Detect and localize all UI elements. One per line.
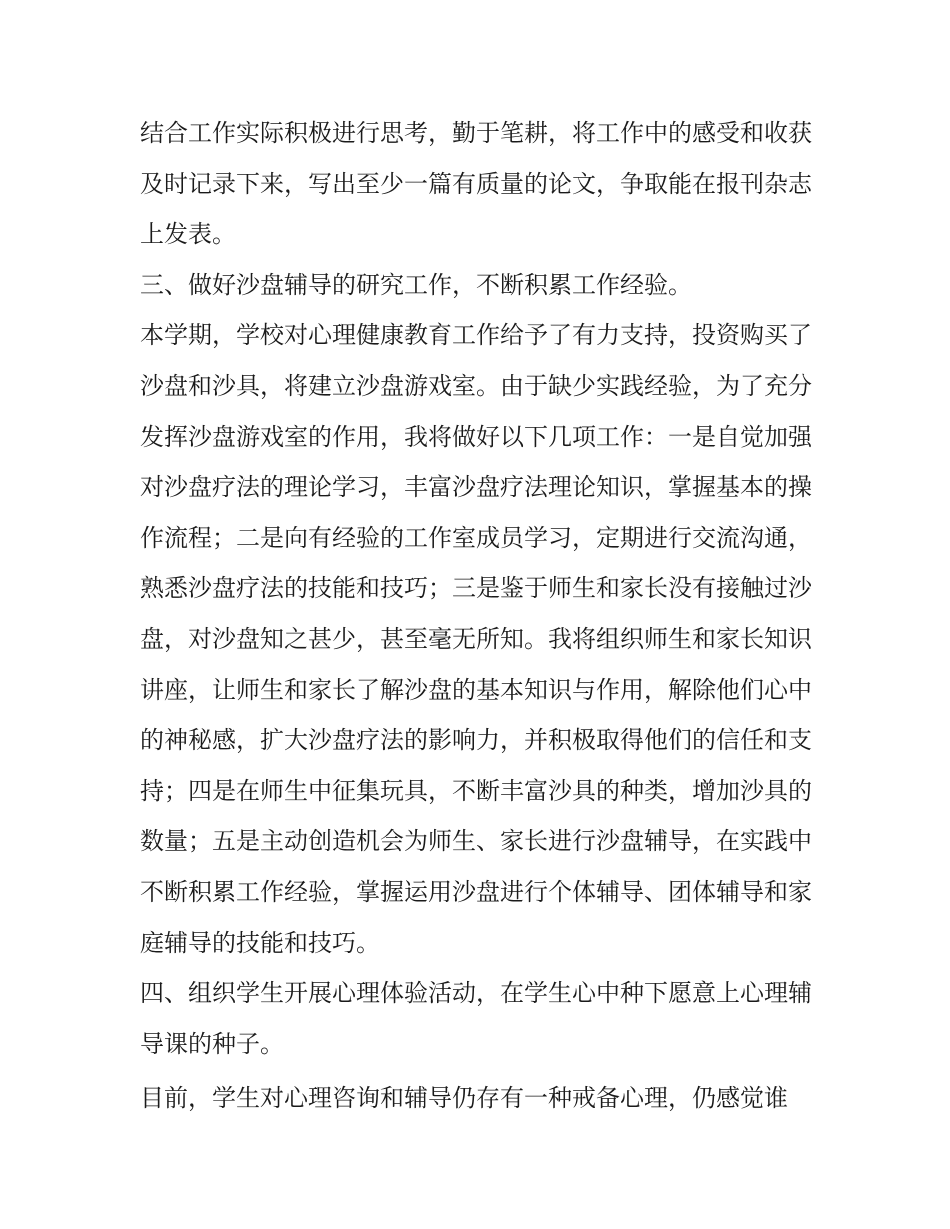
section-heading-3: 三、做好沙盘辅导的研究工作，不断积累工作经验。 — [140, 270, 692, 299]
paragraph-1: 结合工作实际积极进行思考，勤于笔耕，将工作中的感受和收获及时记录下来，写出至少一篇有质量的论文，争取能在报刊杂志上发表。 — [140, 119, 812, 249]
section-heading-4: 四、组织学生开展心理体验活动，在学生心中种下愿意上心理辅导课的种子。 — [140, 979, 812, 1058]
paragraph-3: 本学期，学校对心理健康教育工作给予了有力支持，投资购买了沙盘和沙具，将建立沙盘游戏室。由于缺少实践经验，为了充分发挥沙盘游戏室的作用，我将做好以下几项工作：一是自觉加强对沙盘疗法的理论学习，丰富沙盘疗法理论知识，掌握基本的操作流程；二是向有经验的工作室成员学习，定期进行交流沟通，熟悉沙盘疗法的技能和技巧；三是鉴于师生和家长没有接触过沙盘，对沙盘知之甚少，甚至毫无所知。我将组织师生和家长知识讲座，让师生和家长了解沙盘的基本知识与作用，解除他们心中的神秘感，扩大沙盘疗法的影响力，并积极取得他们的信任和支持；四是在师生中征集玩具，不断丰富沙具的种类，增加沙具的数量；五是主动创造机会为师生、家长进行沙盘辅导，在实践中不断积累工作经验，掌握运用沙盘进行个体辅导、团体辅导和家庭辅导的技能和技巧。 — [140, 321, 812, 957]
paragraph-5: 目前，学生对心理咨询和辅导仍存有一种戒备心理，仍感觉谁 — [140, 1084, 788, 1113]
document-page — [140, 108, 812, 1124]
